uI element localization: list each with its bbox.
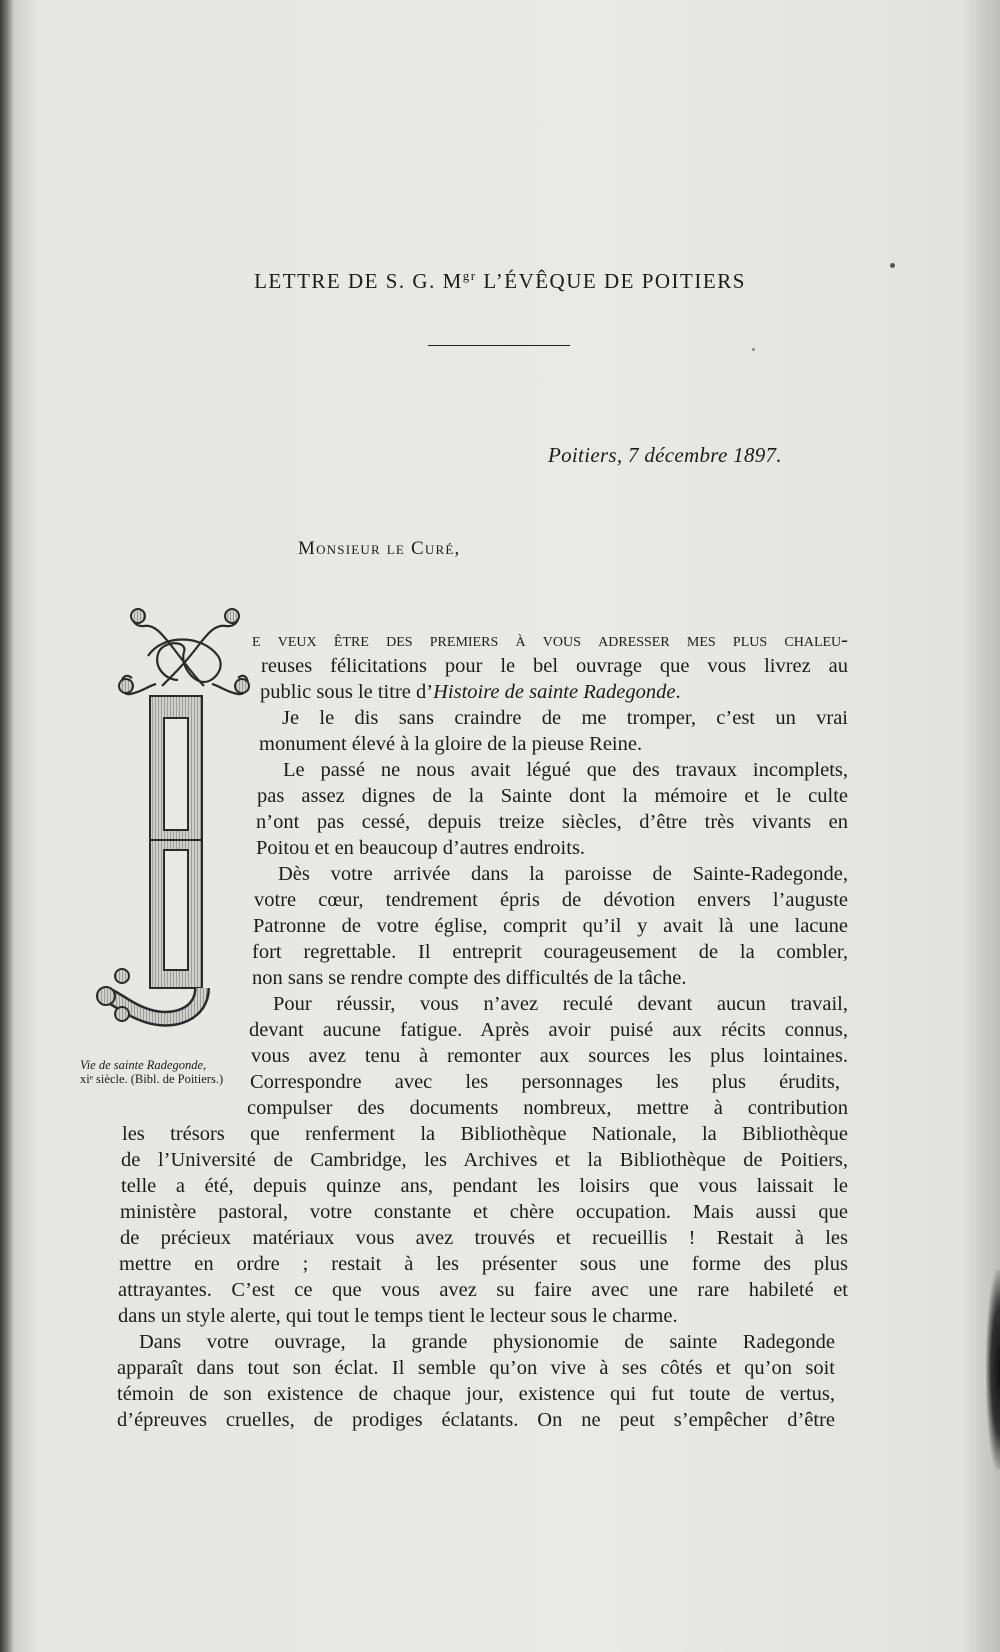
text-line: monument élevé à la gloire de la pieuse Reine. bbox=[259, 733, 643, 755]
text-line: compulser des documents nombreux, mettre à contribution bbox=[247, 1097, 848, 1119]
text-line: mettre en ordre ; restait à les présenter sous une forme des plus bbox=[119, 1253, 848, 1275]
book-title: Histoire de sainte Radegonde bbox=[433, 681, 676, 703]
text-line: Le passé ne nous avait légué que des travaux incomplets, bbox=[283, 759, 848, 781]
text-line: vous avez tenu à remonter aux sources les plus lointaines. bbox=[251, 1045, 848, 1067]
text-line: apparaît dans tout son éclat. Il semble qu’on vive à ses côtés et qu’on soit bbox=[117, 1357, 835, 1379]
scan-speck bbox=[752, 348, 755, 351]
text-line: n’ont pas cessé, depuis treize siècles, d’être très vivants en bbox=[256, 811, 848, 833]
text-line: Je le dis sans craindre de me tromper, c’est un vrai bbox=[282, 707, 848, 729]
text-line: Correspondre avec les personnages les plus érudits, bbox=[250, 1071, 840, 1093]
text-line: devant aucune fatigue. Après avoir puisé aux récits connus, bbox=[249, 1019, 848, 1041]
text-line: ministère pastoral, votre constante et chère occupation. Mais aussi que bbox=[120, 1201, 848, 1223]
text-line: telle a été, depuis quinze ans, pendant les loisirs que vous laissait le bbox=[121, 1175, 848, 1197]
text-line: de précieux matériaux vous avez trouvés et recueillis ! Restait à les bbox=[120, 1227, 848, 1249]
text-line: votre cœur, tendrement épris de dévotion envers l’auguste bbox=[254, 889, 848, 911]
text-line: Dans votre ouvrage, la grande physionomie de sainte Radegonde bbox=[139, 1331, 835, 1353]
text-line: attrayantes. C’est ce que vous avez su faire avec une rare habileté et bbox=[118, 1279, 848, 1301]
text-line: de l’Université de Cambridge, les Archives et la Bibliothèque de Poitiers, bbox=[121, 1149, 848, 1171]
text-line: non sans se rendre compte des difficultés de la tâche. bbox=[252, 967, 687, 989]
page-edge-shadow bbox=[986, 1270, 1000, 1470]
text-line: public sous le titre d’Histoire de sainte Radegonde. bbox=[260, 681, 681, 703]
title-rule bbox=[428, 345, 570, 346]
decorated-initial-j bbox=[92, 604, 250, 1054]
text-line: reuses félicitations pour le bel ouvrage que vous livrez au bbox=[261, 655, 848, 677]
salutation: Monsieur le Curé, bbox=[298, 538, 461, 559]
text-line: dans un style alerte, qui tout le temps tient le lecteur sous le charme. bbox=[118, 1305, 678, 1327]
text-line: e veux être des premiers à vous adresser mes plus chaleu- bbox=[252, 629, 848, 651]
text-line: les trésors que renferment la Bibliothèque Nationale, la Bibliothèque bbox=[122, 1123, 848, 1145]
text-line: d’épreuves cruelles, de prodiges éclatants. On ne peut s’empêcher d’être bbox=[117, 1409, 835, 1431]
text-line: fort regrettable. Il entreprit courageusement de la combler, bbox=[252, 941, 848, 963]
text-line: témoin de son existence de chaque jour, existence qui fut toute de vertus, bbox=[117, 1383, 835, 1405]
text-line: Patronne de votre église, comprit qu’il y avait là une lacune bbox=[253, 915, 848, 937]
text-line: Poitou et en beaucoup d’autres endroits. bbox=[256, 837, 586, 859]
text-line: pas assez dignes de la Sainte dont la mémoire et le culte bbox=[257, 785, 848, 807]
text-line: Pour réussir, vous n’avez reculé devant aucun travail, bbox=[273, 993, 848, 1015]
dateline: Poitiers, 7 décembre 1897. bbox=[548, 443, 782, 467]
initial-caption: Vie de sainte Radegonde, xiᵉ siècle. (Bibl. de Poitiers.) bbox=[80, 1058, 224, 1086]
letter-title: LETTRE DE S. G. $M^{gr}$ L’ÉVÊQUE DE POITIERS bbox=[254, 268, 746, 293]
text-line: Dès votre arrivée dans la paroisse de Sainte-Radegonde, bbox=[278, 863, 848, 885]
